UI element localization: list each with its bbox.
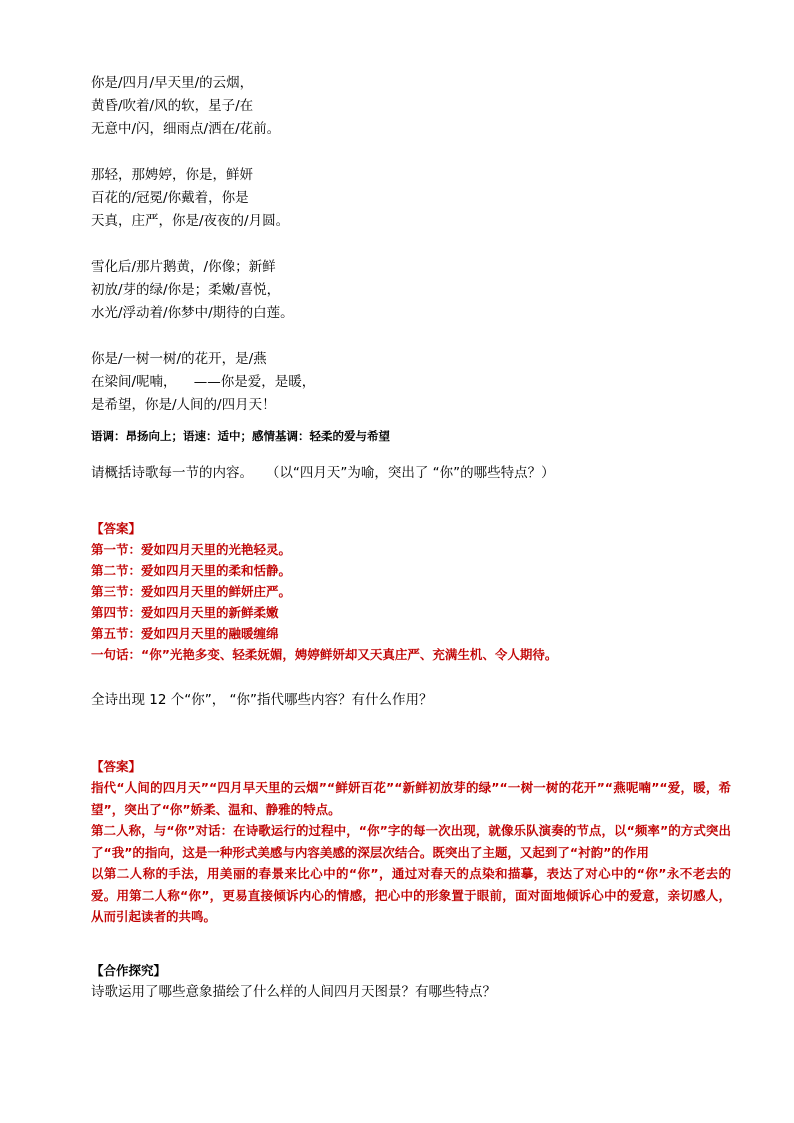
- question-2: 全诗出现 12 个“你”， “你”指代哪些内容？有什么作用？: [91, 692, 433, 708]
- poem-line: 黄昏/吹着/风的软，星子/在: [91, 98, 254, 114]
- answer-line: 第五节：爱如四月天里的融暖缠绵: [91, 626, 279, 641]
- poem-line: 百花的/冠冕/你戴着，你是: [91, 190, 249, 206]
- poem-line: 你是/四月/早天里/的云烟，: [91, 75, 254, 91]
- poem-line: 是希望，你是/人间的/四月天！: [91, 397, 276, 413]
- poem-stanza-4: [91, 348, 731, 417]
- poem-line: 在梁间/呢喃， ——你是爱，是暖，: [91, 374, 316, 390]
- answer-heading: 【答案】: [91, 759, 142, 774]
- answer-heading: 【答案】: [91, 521, 142, 536]
- question-1: [91, 462, 731, 484]
- answer-line: 第一节：爱如四月天里的光艳轻灵。: [91, 542, 292, 557]
- answer-1: [91, 518, 731, 665]
- poem-stanza-3: [91, 256, 731, 325]
- tone-line: 语调：昂扬向上；语速：适中；感情基调：轻柔的爱与希望: [91, 429, 390, 443]
- answer-2: [91, 756, 731, 928]
- poem-line: 天真，庄严，你是/夜夜的/月圆。: [91, 213, 290, 229]
- answer-paragraph: 指代“人间的四月天”“四月早天里的云烟”“鲜妍百花”“新鲜初放芽的绿”“一树一树的花开”“燕呢喃”“爱，暖，希望”，突出了“你”娇柔、温和、静雅的特点。: [91, 780, 731, 817]
- poem-line: 水光/浮动着/你梦中/期待的白莲。: [91, 305, 294, 321]
- poem-line: 初放/芽的绿/你是；柔嫩/喜悦，: [91, 282, 281, 298]
- poem-stanza-2: [91, 164, 731, 233]
- poem-line: 雪化后/那片鹅黄，/你像；新鲜: [91, 259, 276, 275]
- poem-line: 你是/一树一树/的花开，是/燕: [91, 351, 267, 367]
- answer-line: 第二节：爱如四月天里的柔和恬静。: [91, 563, 292, 578]
- poem-line: 那轻，那娉婷，你是，鲜妍: [91, 167, 253, 183]
- answer-line: 一句话：“你”光艳多变、轻柔妩媚，娉婷鲜妍却又天真庄严、充满生机、令人期待。: [91, 647, 558, 662]
- poem-line: 无意中/闪，细雨点/洒在/花前。: [91, 121, 281, 137]
- poem-stanza-1: [91, 72, 731, 141]
- cooperative-heading: 【合作探究】: [91, 962, 167, 978]
- cooperative-inquiry: [91, 960, 731, 1003]
- question-1-text: 请概括诗歌每一节的内容。: [91, 465, 253, 481]
- answer-paragraph: 以第二人称的手法，用美丽的春景来比心中的“你”，通过对春天的点染和描摹，表达了对心中的“你”永不老去的爱。用第二人称“你”，更易直接倾诉内心的情感，把心中的形象置于眼前，面对面地倾诉心中的爱意，亲切感人，从而引起读者的共鸣。: [91, 866, 731, 924]
- answer-line: 第四节：爱如四月天里的新鲜柔嫩: [91, 605, 279, 620]
- answer-paragraph: 第二人称，与“你”对话：在诗歌运行的过程中，“你”字的每一次出现，就像乐队演奏的节点，以“频率”的方式突出了“我”的指向，这是一种形式美感与内容美感的深层次结合。既突出了主题，又起到了“衬韵”的作用: [91, 823, 731, 860]
- question-1-note: （以“四月天”为喻，突出了 “你”的哪些特点？）: [253, 465, 555, 481]
- cooperative-question: 诗歌运用了哪些意象描绘了什么样的人间四月天图景？有哪些特点？: [91, 983, 496, 1000]
- answer-line: 第三节：爱如四月天里的鲜妍庄严。: [91, 584, 292, 599]
- document-page: [91, 72, 731, 1003]
